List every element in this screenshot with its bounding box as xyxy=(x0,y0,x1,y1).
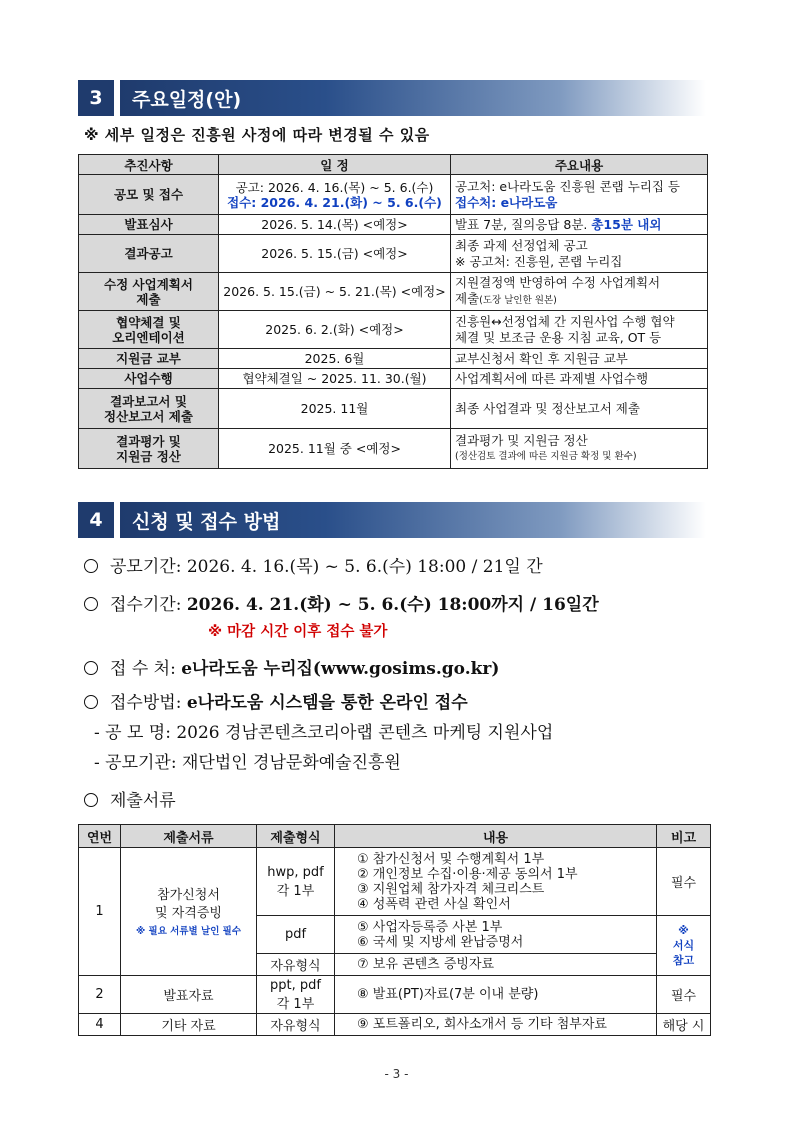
receipt-line: 접수기간: 2026. 4. 21.(화) ~ 5. 6.(수) 18:00까지 / 16일간 xyxy=(84,590,599,615)
row-number: 2 xyxy=(79,976,121,1014)
table-row xyxy=(79,215,708,235)
content-cell: 지원결정액 반영하여 수정 사업계획서 제출(도장 날인한 원본) xyxy=(451,273,708,311)
contest-org-line: - 공모기관: 재단법인 경남문화예술진흥원 xyxy=(94,753,401,773)
format-cell: 자유형식 xyxy=(257,954,335,976)
row-number: 4 xyxy=(79,1014,121,1036)
date-cell: 2026. 5. 14.(목) <예정> xyxy=(219,215,451,235)
bullet-circle-icon xyxy=(84,793,98,807)
header-cell: 제출형식 xyxy=(257,825,335,848)
contents-cell: ⑨ 포트폴리오, 회사소개서 등 기타 첨부자료 xyxy=(335,1014,657,1036)
format-cell: ppt, pdf 각 1부 xyxy=(257,976,335,1014)
doc-name-cell: 기타 자료 xyxy=(121,1014,257,1036)
table-header-row xyxy=(79,155,708,175)
method-line: 접수방법: e나라도움 시스템을 통한 온라인 접수 xyxy=(84,688,468,713)
format-cell: hwp, pdf 각 1부 xyxy=(257,848,335,916)
table-row xyxy=(79,848,711,916)
table-row xyxy=(79,349,708,369)
content-cell: 결과평가 및 지원금 정산 (정산검토 결과에 따른 지원금 확정 및 환수) xyxy=(451,429,708,469)
item-cell: 지원금 교부 xyxy=(79,349,219,369)
header-cell: 일 정 xyxy=(219,155,451,175)
page-number: - 3 - xyxy=(384,1067,409,1081)
section-4-header xyxy=(78,502,706,538)
content-cell: 최종 과제 선정업체 공고 ※ 공고처: 진흥원, 콘랩 누리집 xyxy=(451,235,708,273)
header-cell: 연번 xyxy=(79,825,121,848)
place-line: 접 수 처: e나라도움 누리집(www.gosims.go.kr) xyxy=(84,654,499,679)
header-cell: 내용 xyxy=(335,825,657,848)
header-cell: 비고 xyxy=(657,825,711,848)
item-cell: 협약체결 및 오리엔테이션 xyxy=(79,311,219,349)
date-cell: 2026. 5. 15.(금) ~ 5. 21.(목) <예정> xyxy=(219,273,451,311)
doc-name-cell: 발표자료 xyxy=(121,976,257,1014)
contents-cell: ⑧ 발표(PT)자료(7분 이내 분량) xyxy=(335,976,657,1014)
header-cell: 제출서류 xyxy=(121,825,257,848)
item-cell: 발표심사 xyxy=(79,215,219,235)
table-row xyxy=(79,369,708,389)
table-header-row xyxy=(79,825,711,848)
bullet-circle-icon xyxy=(84,559,98,573)
section-title: 주요일정(안) xyxy=(120,80,706,116)
receipt-warning: ※ 마감 시간 이후 접수 불가 xyxy=(208,624,388,640)
content-cell: 사업계획서에 따른 과제별 사업수행 xyxy=(451,369,708,389)
table-row xyxy=(79,389,708,429)
table-row xyxy=(79,235,708,273)
item-cell: 결과보고서 및 정산보고서 제출 xyxy=(79,389,219,429)
content-cell: 최종 사업결과 및 정산보고서 제출 xyxy=(451,389,708,429)
item-cell: 결과평가 및 지원금 정산 xyxy=(79,429,219,469)
section-number: 4 xyxy=(78,502,114,538)
content-cell: 공고처: e나라도움 진흥원 콘랩 누리집 등 접수처: e나라도움 xyxy=(451,175,708,215)
bullet-circle-icon xyxy=(84,695,98,709)
note-cell: 필수 xyxy=(657,976,711,1014)
note-cell: 해당 시 xyxy=(657,1014,711,1036)
item-cell: 공모 및 접수 xyxy=(79,175,219,215)
item-cell: 사업수행 xyxy=(79,369,219,389)
content-cell: 발표 7분, 질의응답 8분. 총15분 내외 xyxy=(451,215,708,235)
schedule-note: ※ 세부 일정은 진흥원 사정에 따라 변경될 수 있음 xyxy=(84,126,430,144)
date-cell: 2025. 11월 중 <예정> xyxy=(219,429,451,469)
schedule-table xyxy=(78,154,708,469)
date-cell: 2025. 6. 2.(화) <예정> xyxy=(219,311,451,349)
date-cell: 협약체결일 ~ 2025. 11. 30.(월) xyxy=(219,369,451,389)
item-cell: 결과공고 xyxy=(79,235,219,273)
note-cell: ※ 서식 참고 xyxy=(657,916,711,976)
table-row xyxy=(79,429,708,469)
doc-name-cell: 참가신청서 및 자격증빙 ※ 필요 서류별 날인 필수 xyxy=(121,848,257,976)
date-cell: 2025. 11월 xyxy=(219,389,451,429)
row-number: 1 xyxy=(79,848,121,976)
date-cell: 2025. 6월 xyxy=(219,349,451,369)
note-cell: 필수 xyxy=(657,848,711,916)
format-cell: pdf xyxy=(257,916,335,954)
documents-table xyxy=(78,824,711,1036)
table-row xyxy=(79,175,708,215)
content-cell: 교부신청서 확인 후 지원금 교부 xyxy=(451,349,708,369)
format-cell: 자유형식 xyxy=(257,1014,335,1036)
section-3-header xyxy=(78,80,706,116)
section-title: 신청 및 접수 방법 xyxy=(120,502,706,538)
table-row xyxy=(79,1014,711,1036)
table-row xyxy=(79,273,708,311)
date-cell: 2026. 5. 15.(금) <예정> xyxy=(219,235,451,273)
contents-cell: ⑤ 사업자등록증 사본 1부 ⑥ 국세 및 지방세 완납증명서 xyxy=(335,916,657,954)
period-line: 공모기간: 2026. 4. 16.(목) ~ 5. 6.(수) 18:00 / 21일 간 xyxy=(84,552,543,577)
header-cell: 추진사항 xyxy=(79,155,219,175)
bullet-circle-icon xyxy=(84,597,98,611)
table-row xyxy=(79,311,708,349)
bullet-circle-icon xyxy=(84,661,98,675)
contents-cell: ⑦ 보유 콘텐츠 증빙자료 xyxy=(335,954,657,976)
contest-name-line: - 공 모 명: 2026 경남콘텐츠코리아랩 콘텐츠 마케팅 지원사업 xyxy=(94,723,554,743)
content-cell: 진흥원↔선정업체 간 지원사업 수행 협약 체결 및 보조금 운용 지침 교육, OT 등 xyxy=(451,311,708,349)
date-cell: 공고: 2026. 4. 16.(목) ~ 5. 6.(수) 접수: 2026. 4. 21.(화) ~ 5. 6.(수) xyxy=(219,175,451,215)
docs-label-line: 제출서류 xyxy=(84,786,176,811)
table-row xyxy=(79,976,711,1014)
item-cell: 수정 사업계획서 제출 xyxy=(79,273,219,311)
section-number: 3 xyxy=(78,80,114,116)
header-cell: 주요내용 xyxy=(451,155,708,175)
contents-cell: ① 참가신청서 및 수행계획서 1부 ② 개인정보 수집·이용·제공 동의서 1부 ③ 지원업체 참가자격 체크리스트 ④ 성폭력 관련 사실 확인서 xyxy=(335,848,657,916)
